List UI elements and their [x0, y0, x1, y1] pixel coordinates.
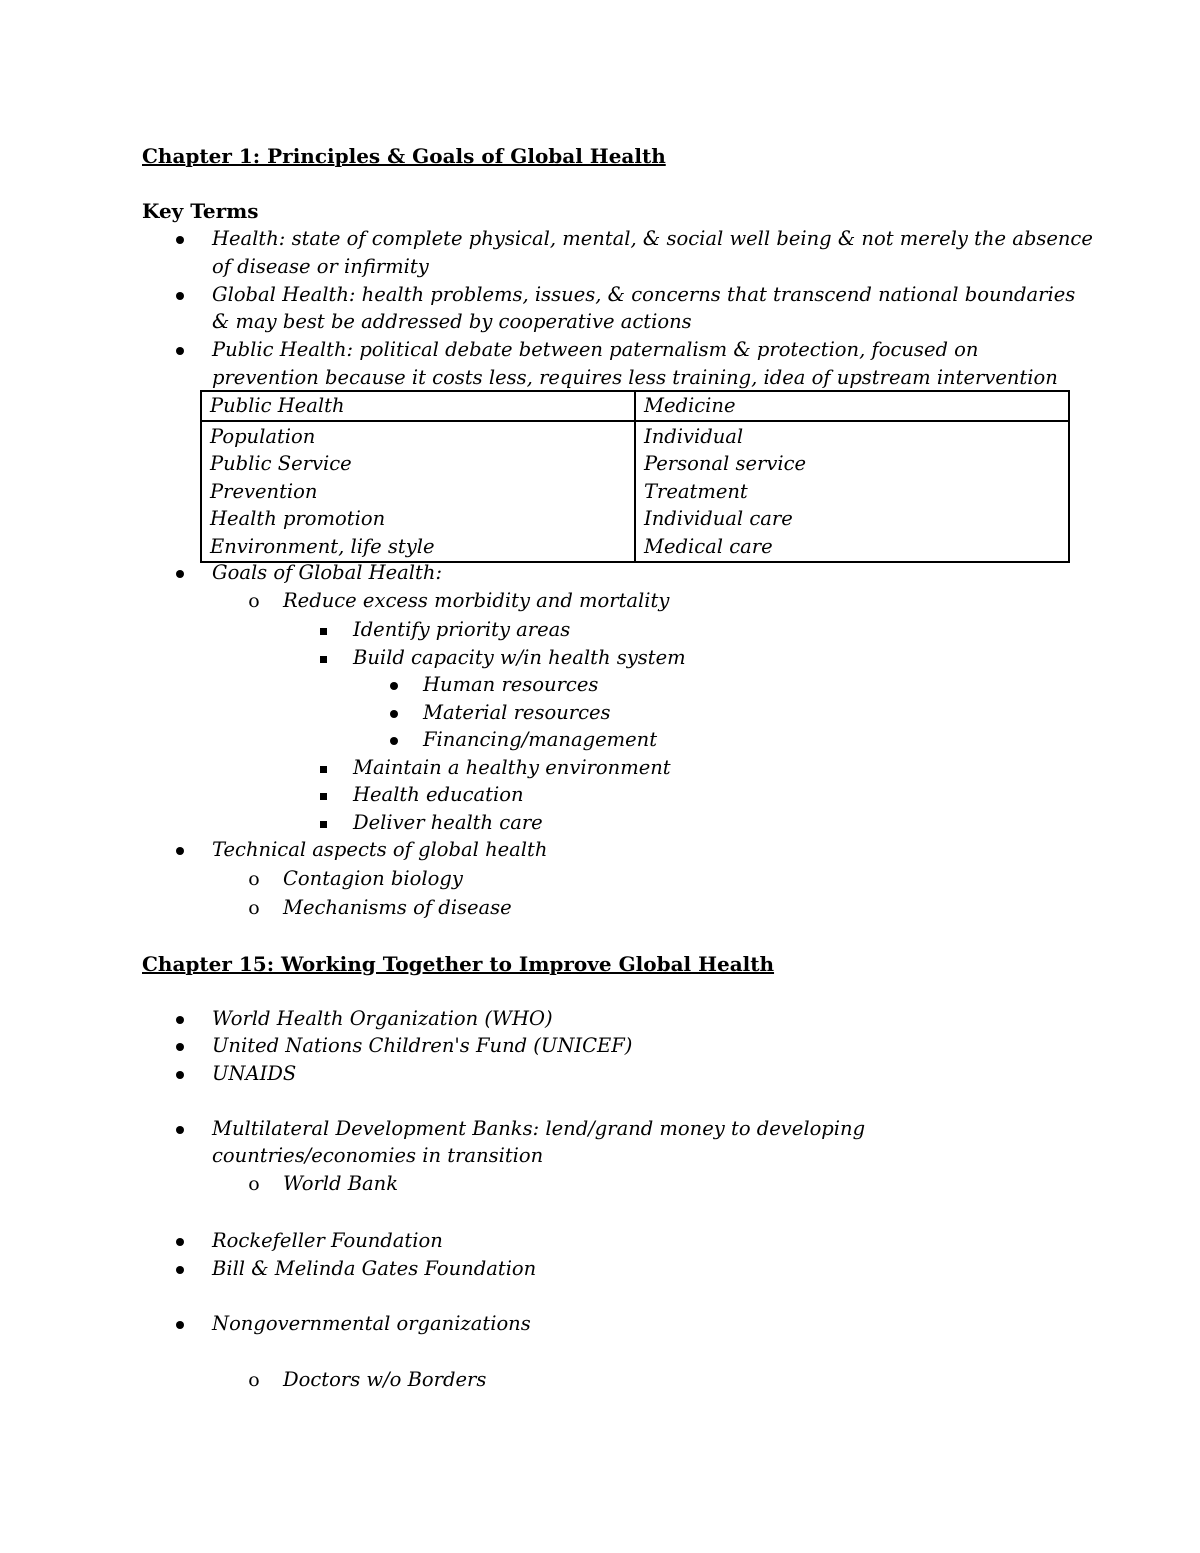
table-cell: Individual [635, 421, 1069, 451]
bullet-dot [170, 1060, 190, 1088]
global-health-definition-line2: & may best be addressed by cooperative actions [212, 310, 692, 333]
circle-marker: o [248, 1173, 260, 1195]
table-cell: Health promotion [201, 505, 635, 533]
table-header-cell: Medicine [635, 391, 1069, 421]
bullet-dot [170, 281, 190, 309]
chapter-1-title: Chapter 1: Principles & Goals of Global Health [142, 144, 666, 168]
bullet-dot [384, 699, 404, 727]
bullet-square [313, 781, 333, 809]
table-cell: Prevention [201, 478, 635, 506]
table-cell: Personal service [635, 450, 1069, 478]
bullet-dot [170, 225, 190, 253]
org-world-bank: World Bank [283, 1172, 399, 1195]
table-row [201, 505, 1069, 533]
bullet-dot [170, 1310, 190, 1338]
bullet-circle [244, 1170, 264, 1198]
org-unicef: United Nations Children's Fund (UNICEF) [212, 1034, 633, 1057]
bullet-circle [244, 587, 264, 615]
mdb-line2: countries/economies in transition [212, 1144, 544, 1167]
circle-marker: o [248, 868, 260, 890]
table-row [201, 421, 1069, 451]
bullet-dot [384, 671, 404, 699]
bullet-dot [170, 1115, 190, 1143]
bullet-dot [170, 1227, 190, 1255]
mdb-line1: Multilateral Development Banks: lend/grand money to developing [212, 1117, 866, 1140]
technical-mechanisms: Mechanisms of disease [283, 896, 512, 919]
bullet-dot [170, 336, 190, 364]
technical-contagion: Contagion biology [283, 867, 463, 890]
bullet-dot [170, 836, 190, 864]
table-cell: Medical care [635, 533, 1069, 562]
bullet-dot [170, 559, 190, 587]
bullet-square [313, 616, 333, 644]
goal-human: Human resources [423, 673, 599, 696]
table-row [201, 450, 1069, 478]
bullet-square [313, 809, 333, 837]
bullet-square [313, 754, 333, 782]
table-cell: Individual care [635, 505, 1069, 533]
bullet-circle [244, 865, 264, 893]
goals-heading: Goals of Global Health: [212, 561, 443, 584]
goal-maintain: Maintain a healthy environment [353, 756, 671, 779]
public-health-definition-line1: Public Health: political debate between paternalism & protection, focused on [212, 338, 979, 361]
goal-identify: Identify priority areas [353, 618, 571, 641]
table-row [201, 533, 1069, 562]
org-unaids: UNAIDS [212, 1062, 297, 1085]
bullet-circle [244, 1366, 264, 1394]
bullet-dot [384, 726, 404, 754]
goal-financing: Financing/management [423, 728, 658, 751]
global-health-definition-line1: Global Health: health problems, issues, & concerns that transcend national boundaries [212, 283, 1076, 306]
goal-build: Build capacity w/in health system [353, 646, 686, 669]
bullet-square [313, 644, 333, 672]
goal-education: Health education [353, 783, 524, 806]
table-cell: Public Service [201, 450, 635, 478]
goal-deliver: Deliver health care [353, 811, 543, 834]
goal-reduce: Reduce excess morbidity and mortality [283, 589, 670, 612]
technical-heading: Technical aspects of global health [212, 838, 548, 861]
org-rockefeller: Rockefeller Foundation [212, 1229, 443, 1252]
health-definition-line2: of disease or infirmity [212, 255, 429, 278]
bullet-dot [170, 1255, 190, 1283]
table-cell: Population [201, 421, 635, 451]
org-doctors-without-borders: Doctors w/o Borders [283, 1368, 487, 1391]
circle-marker: o [248, 1369, 260, 1391]
table-row [201, 478, 1069, 506]
bullet-dot [170, 1032, 190, 1060]
org-ngo: Nongovernmental organizations [212, 1312, 531, 1335]
bullet-circle [244, 894, 264, 922]
org-who: World Health Organization (WHO) [212, 1007, 553, 1030]
chapter-15-title: Chapter 15: Working Together to Improve Global Health [142, 952, 775, 976]
health-definition-line1: Health: state of complete physical, mental, & social well being & not merely the absence [212, 227, 1093, 250]
table-header-cell: Public Health [201, 391, 635, 421]
table-cell: Treatment [635, 478, 1069, 506]
public-health-definition-line2: prevention because it costs less, requires less training, idea of upstream intervention [212, 366, 1058, 389]
org-gates: Bill & Melinda Gates Foundation [212, 1257, 537, 1280]
bullet-dot [170, 1005, 190, 1033]
circle-marker: o [248, 897, 260, 919]
circle-marker: o [248, 590, 260, 612]
public-health-vs-medicine-table [200, 390, 1070, 563]
table-cell: Environment, life style [201, 533, 635, 562]
key-terms-heading: Key Terms [142, 199, 259, 223]
table-header-row [201, 391, 1069, 421]
goal-material: Material resources [423, 701, 611, 724]
